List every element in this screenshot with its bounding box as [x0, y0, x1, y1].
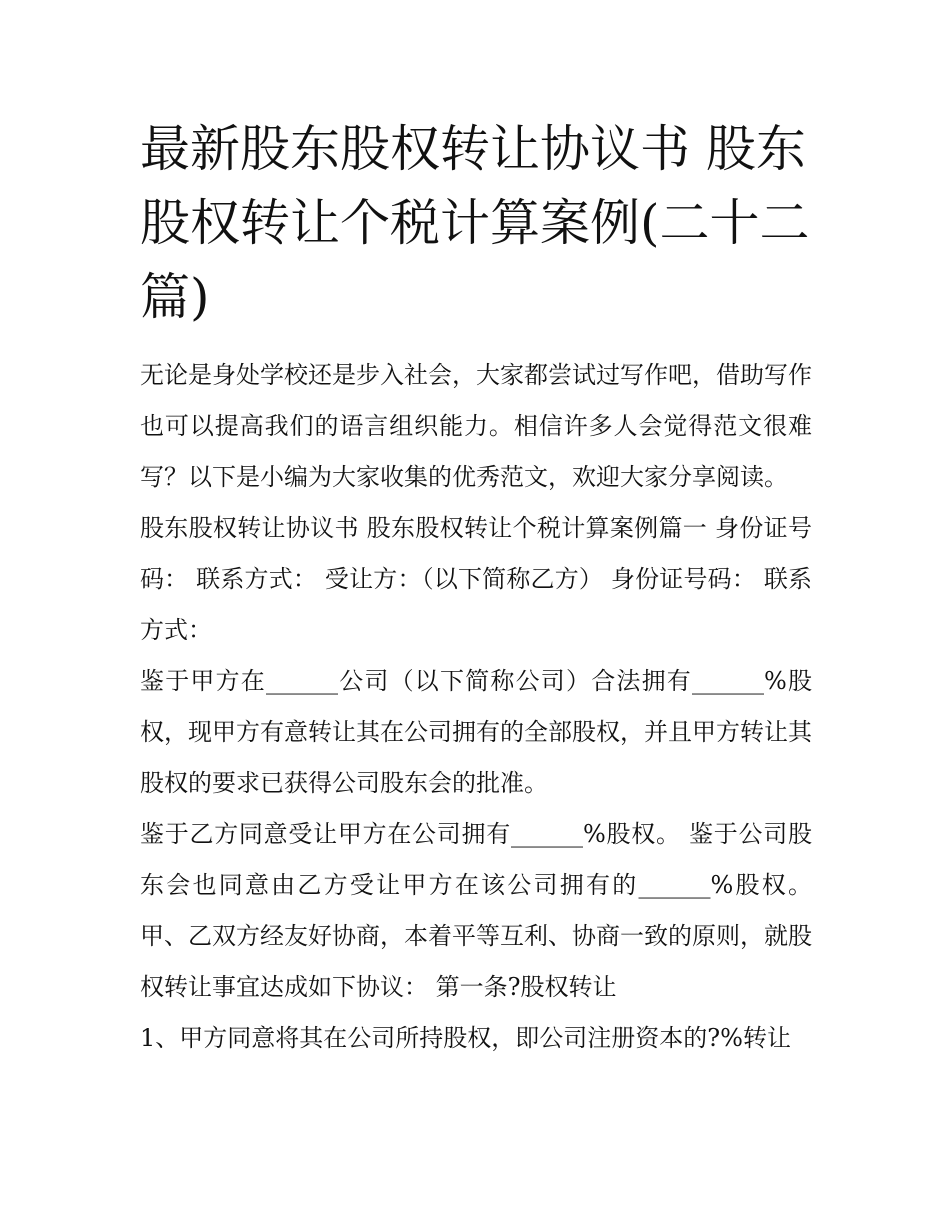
parties-paragraph: 股东股权转让协议书 股东股权转让个税计算案例篇一 身份证号码： 联系方式： 受让方：（以下简称乙方） 身份证号码： 联系方式： [140, 514, 812, 644]
recital-paragraph-1: 鉴于甲方在______公司（以下简称公司）合法拥有______%股权，现甲方有意转让其在公司拥有的全部股权，并且甲方转让其股权的要求已获得公司股东会的批准。 [140, 667, 812, 797]
intro-paragraph: 无论是身处学校还是步入社会，大家都尝试过写作吧，借助写作也可以提高我们的语言组织能力。相信许多人会觉得范文很难写？以下是小编为大家收集的优秀范文，欢迎大家分享阅读。 [140, 361, 812, 491]
clause-paragraph-1: 1、甲方同意将其在公司所持股权，即公司注册资本的?%转让 [140, 1024, 791, 1052]
document-page [140, 112, 812, 1064]
recital-paragraph-2: 鉴于乙方同意受让甲方在公司拥有______%股权。 鉴于公司股东会也同意由乙方受让甲方在该公司拥有的______%股权。 甲、乙双方经友好协商，本着平等互利、协商一致的原则，就股权转让事宜达成如下协议： 第一条?股权转让 [140, 820, 812, 1001]
document-title: 最新股东股权转让协议书 股东股权转让个税计算案例(二十二篇) [140, 120, 810, 326]
